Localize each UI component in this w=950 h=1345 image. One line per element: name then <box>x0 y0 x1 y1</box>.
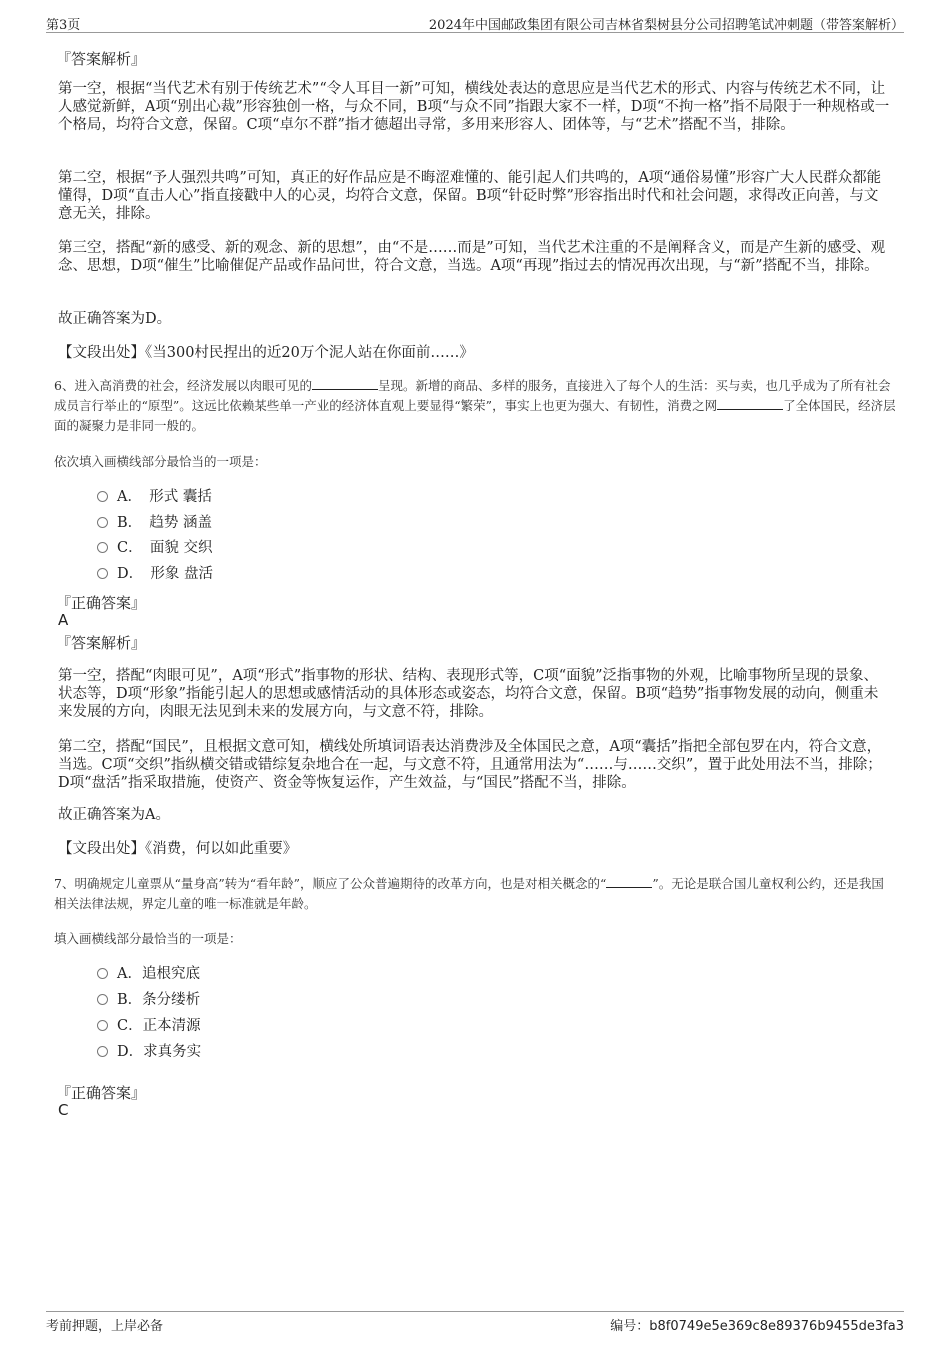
q5-source: 【文段出处】《当300村民捏出的近20万个泥人站在你面前……》 <box>58 345 474 361</box>
q7-blank <box>606 875 652 888</box>
radio-icon[interactable] <box>97 1020 108 1031</box>
q5-analysis-label: 『答案解析』 <box>56 50 147 68</box>
q5-analysis-p3: 第三空，搭配“新的感受、新的观念、新的思想”，由“不是……而是”可知，当代艺术注重的不是阐释含义，而是产生新的感受、观念、思想，D项“催生”比喻催促产品或作品问世，符合文意，当选。A项“再现”指过去的情况再次出现，与“新”搭配不当，排除。 <box>58 240 886 274</box>
q6-blank-1 <box>312 377 378 390</box>
q6-option-a[interactable]: A． 形式 囊括 <box>97 487 212 507</box>
q6-analysis-label: 『答案解析』 <box>56 634 147 652</box>
page-header <box>46 14 904 33</box>
code-value: b8f0749e5e369c8e89376b9455de3fa3 <box>649 1319 904 1334</box>
q7-stem-part-a: 7、明确规定儿童票从“量身高”转为“看年龄”，顺应了公众普遍期待的改革方向，也是对相关概念的“ <box>54 876 607 891</box>
page-footer <box>46 1311 904 1334</box>
q5-analysis-p1: 第一空，根据“当代艺术有别于传统艺术”“令人耳目一新”可知，横线处表达的意思应是当代艺术的形式、内容与传统艺术不同，让人感觉新鲜，A项“别出心裁”形容独创一格，与众不同，B项“与众不同”指跟大家不一样，D项“不拘一格”指不局限于一种规格或一个格局，均符合文意，保留。C项“卓尔不群”指才德超出寻常，多用来形容人、团体等，与“艺术”搭配不当，排除。 <box>58 81 890 133</box>
q6-instruction: 依次填入画横线部分最恰当的一项是： <box>54 454 267 469</box>
radio-icon[interactable] <box>97 568 108 579</box>
q6-stem-part-b: 呈现。新增的商品、多样的服务，直接进入了每个人的生活：买与卖，也几乎成为了所有社会成员言行举止的“原型”。这远比依赖某些单一产业的经济体直观上要显得“繁荣”，事实上也更为强大、有韧性，消费之网 <box>54 378 891 413</box>
radio-icon[interactable] <box>97 968 108 979</box>
code-label: 编号： <box>610 1319 650 1334</box>
q7-option-b[interactable]: B．条分缕析 <box>97 990 200 1010</box>
q6-stem-part-a: 6、进入高消费的社会，经济发展以肉眼可见的 <box>54 378 312 393</box>
q6-answer-label: 『正确答案』 <box>56 594 147 612</box>
footer-slogan: 考前押题，上岸必备 <box>46 1319 164 1334</box>
q6-option-b[interactable]: B． 趋势 涵盖 <box>97 513 212 533</box>
q6-stem-part-c: 了全体国民，经济层面的凝聚力是非同一般的。 <box>54 398 896 433</box>
document-code <box>610 1315 904 1334</box>
q7-stem-part-b: ”。无论是联合国儿童权利公约，还是我国相关法律法规，界定儿童的唯一标准就是年龄。 <box>54 876 884 911</box>
q6-conclusion: 故正确答案为A。 <box>58 807 170 823</box>
q6-analysis-p2: 第二空，搭配“国民”，且根据文意可知，横线处所填词语表达消费涉及全体国民之意，A项“囊括”指把全部包罗在内，符合文意，当选。C项“交织”指纵横交错或错综复杂地合在一起，与文意不符，且通常用法为“……与……交织”，置于此处用法不当，排除；D项“盘活”指采取措施，使资产、资金等恢复运作，产生效益，与“国民”搭配不当，排除。 <box>58 739 882 791</box>
page-number: 第3页 <box>46 18 81 33</box>
radio-icon[interactable] <box>97 491 108 502</box>
document-title: 2024年中国邮政集团有限公司吉林省梨树县分公司招聘笔试冲刺题（带答案解析） <box>428 18 904 33</box>
q6-analysis-p1: 第一空，搭配“肉眼可见”，A项“形式”指事物的形状、结构、表现形式等，C项“面貌”泛指事物的外观，比喻事物所呈现的景象、状态等，D项“形象”指能引起人的思想或感情活动的具体形态或姿态，均符合文意，保留。B项“趋势”指事物发展的动向，侧重未来发展的方向，肉眼无法见到未来的发展方向，与文意不符，排除。 <box>58 668 879 720</box>
q6-source: 【文段出处】《消费，何以如此重要》 <box>58 841 298 857</box>
q5-analysis-p2: 第二空，根据“予人强烈共鸣”可知，真正的好作品应是不晦涩难懂的、能引起人们共鸣的，A项“通俗易懂”形容广大人民群众都能懂得，D项“直击人心”指直接戳中人的心灵，均符合文意，保留。B项“针砭时弊”形容指出时代和社会问题，求得改正向善，与文意无关，排除。 <box>58 170 882 222</box>
radio-icon[interactable] <box>97 517 108 528</box>
q5-conclusion: 故正确答案为D。 <box>58 311 172 327</box>
q6-blank-2 <box>717 397 783 410</box>
q6-option-c[interactable]: C． 面貌 交织 <box>97 538 212 558</box>
q6-option-d[interactable]: D． 形象 盘活 <box>97 564 213 584</box>
q7-answer: C <box>58 1101 69 1119</box>
radio-icon[interactable] <box>97 994 108 1005</box>
q7-option-c[interactable]: C．正本清源 <box>97 1016 201 1036</box>
q6-stem <box>54 376 896 436</box>
radio-icon[interactable] <box>97 542 108 553</box>
radio-icon[interactable] <box>97 1046 108 1057</box>
q6-answer: A <box>58 611 69 629</box>
q7-answer-label: 『正确答案』 <box>56 1084 147 1102</box>
q7-instruction: 填入画横线部分最恰当的一项是： <box>54 931 242 946</box>
q7-option-d[interactable]: D．求真务实 <box>97 1042 201 1062</box>
q7-stem <box>54 874 896 914</box>
q7-option-a[interactable]: A．追根究底 <box>97 964 200 984</box>
